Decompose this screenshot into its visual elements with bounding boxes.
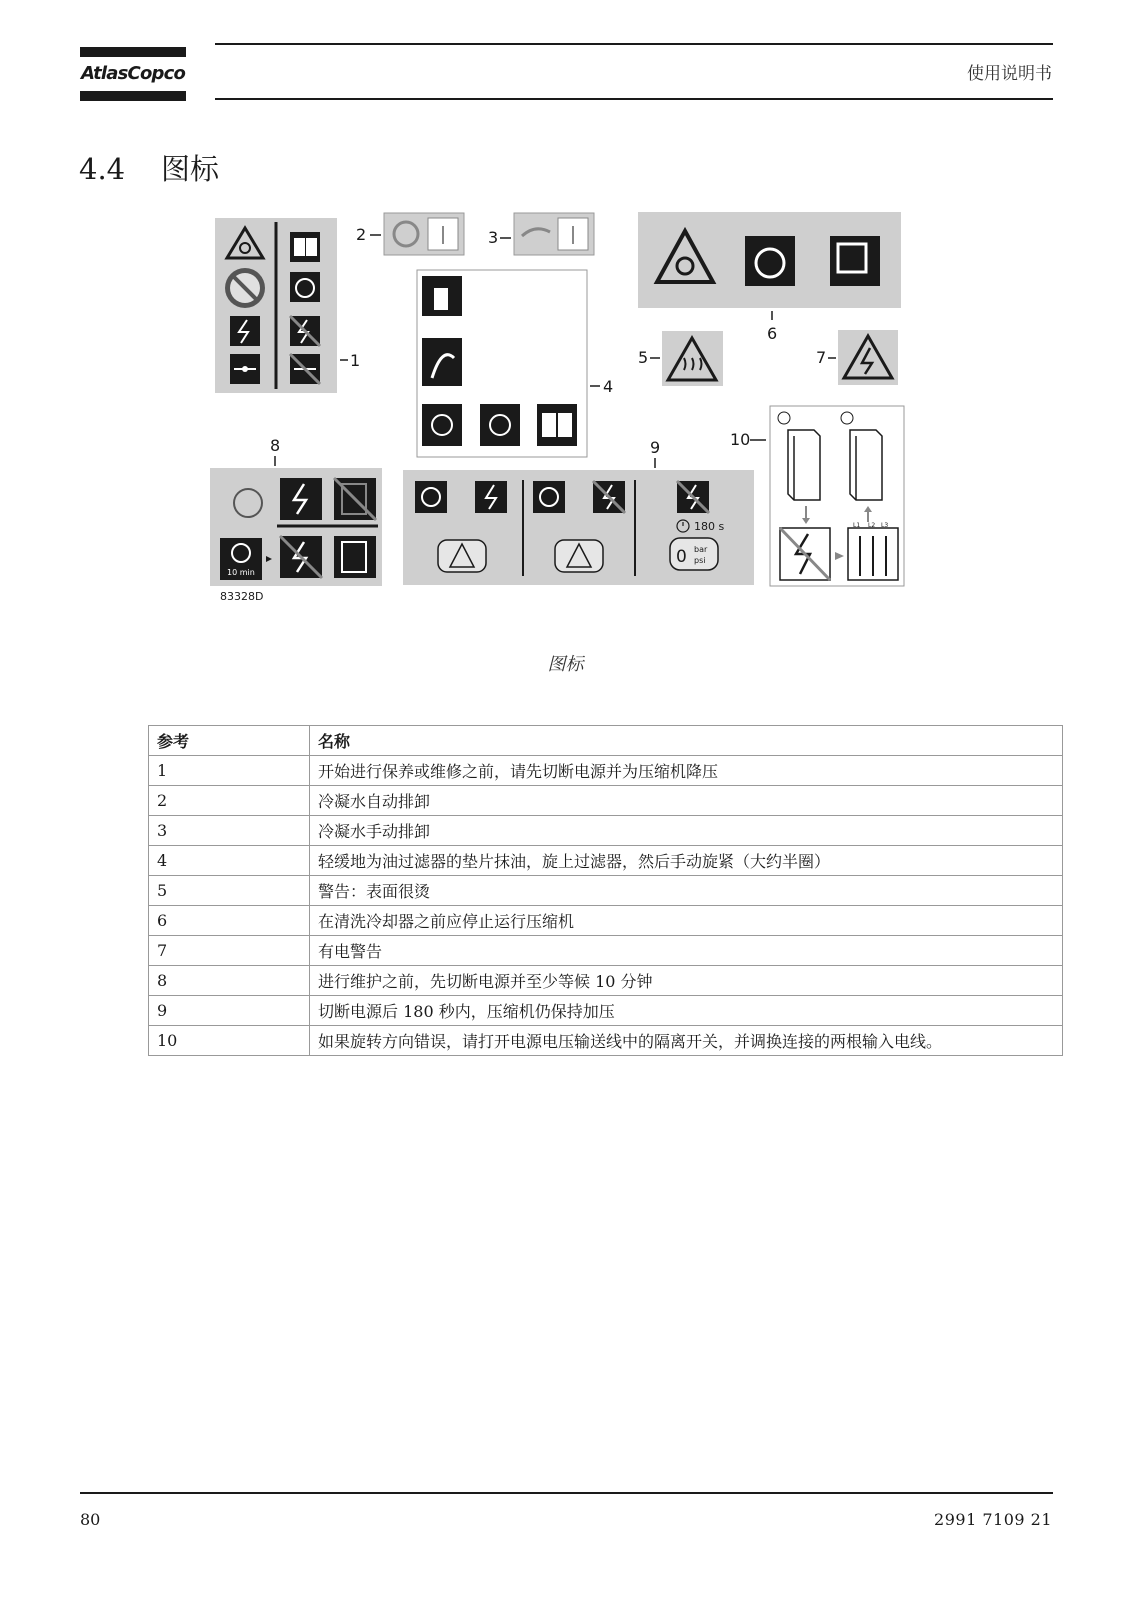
figure-label-7: 7	[816, 348, 827, 367]
pressure-gauge-icon	[670, 538, 718, 570]
manual-book-icon-2	[537, 404, 577, 446]
table-row	[149, 996, 1063, 1026]
table-row	[149, 1026, 1063, 1056]
table-row	[149, 846, 1063, 876]
figure-label-3: 3	[488, 228, 499, 247]
no-cover-icon	[334, 478, 376, 520]
logo-bottom-bar	[80, 91, 186, 101]
pressure-zero: 0	[676, 547, 687, 567]
lightning-icon	[230, 316, 260, 346]
figure-label-5: 5	[638, 348, 649, 367]
table-row	[149, 756, 1063, 786]
name-cell: 有电警告	[310, 936, 1063, 966]
no-service-icon	[225, 268, 265, 308]
timer-icon	[220, 538, 262, 580]
pictogram-group-6	[638, 212, 901, 343]
service-hand-icon	[290, 272, 320, 302]
pictogram-group-10	[730, 406, 904, 586]
pressure-icon	[230, 354, 260, 384]
header-top-rule	[215, 43, 1053, 45]
section-number: 4.4	[79, 152, 126, 186]
cabinet-icon-2	[850, 430, 882, 500]
figure-code: 83328D	[220, 590, 264, 603]
ref-cell: 1	[149, 756, 310, 786]
pictogram-group-1	[215, 218, 360, 393]
filter-hand-icon	[422, 404, 462, 446]
cover-icon	[334, 536, 376, 578]
oil-filter-icon	[422, 276, 462, 316]
lightning-off-icon-2	[280, 536, 322, 578]
phase-l1: L1	[853, 522, 861, 529]
filter-lube-icon	[422, 338, 462, 386]
figure-label-8: 8	[270, 436, 281, 455]
pressure-warning-icon-2	[555, 540, 603, 572]
figure-label-6: 6	[767, 324, 778, 343]
unit-bar: bar	[694, 545, 708, 554]
table-row	[149, 936, 1063, 966]
phase-l2: L2	[868, 522, 876, 529]
cooler-clean-icon	[830, 236, 880, 286]
logo-text: AtlasCopco	[80, 63, 186, 84]
unit-psi: psi	[694, 556, 706, 565]
pictogram-group-7	[816, 330, 898, 385]
lightning-off-icon-4	[677, 481, 709, 513]
name-cell: 在清洗冷却器之前应停止运行压缩机	[310, 906, 1063, 936]
document-number: 2991 7109 21	[934, 1510, 1052, 1529]
header-ref: 参考	[149, 726, 310, 756]
ref-cell: 5	[149, 876, 310, 906]
timer-180-label: 180 s	[694, 520, 725, 533]
figure-label-1: 1	[350, 351, 361, 370]
table-header-row	[149, 726, 1063, 756]
rotation-icon-2	[533, 481, 565, 513]
name-cell: 冷凝水自动排卸	[310, 786, 1063, 816]
pictograms-figure	[210, 208, 930, 618]
rotation-icon	[415, 481, 447, 513]
pictogram-group-3	[488, 213, 594, 255]
figure-label-9: 9	[650, 438, 661, 457]
table-row	[149, 906, 1063, 936]
timer-10min-label: 10 min	[227, 568, 255, 577]
table-row	[149, 786, 1063, 816]
ref-cell: 2	[149, 786, 310, 816]
lightning-icon-2	[280, 478, 322, 520]
pressure-warning-icon	[438, 540, 486, 572]
name-cell: 警告：表面很烫	[310, 876, 1063, 906]
ref-cell: 8	[149, 966, 310, 996]
service-hand-icon-3	[745, 236, 795, 286]
ref-cell: 10	[149, 1026, 310, 1056]
name-cell: 开始进行保养或维修之前，请先切断电源并为压缩机降压	[310, 756, 1063, 786]
name-cell: 如果旋转方向错误，请打开电源电压输送线中的隔离开关，并调换连接的两根输入电线。	[310, 1026, 1063, 1056]
ref-cell: 9	[149, 996, 310, 1026]
pictogram-group-8	[210, 436, 382, 603]
manual-book-icon	[290, 232, 320, 262]
name-cell: 进行维护之前，先切断电源并至少等候 10 分钟	[310, 966, 1063, 996]
lightning-off-icon-3	[593, 481, 625, 513]
name-cell: 轻缓地为油过滤器的垫片抹油，旋上过滤器，然后手动旋紧（大约半圈）	[310, 846, 1063, 876]
figure-caption: 图标	[547, 654, 584, 675]
section-heading	[79, 147, 219, 188]
table-row	[149, 816, 1063, 846]
pictogram-group-5	[638, 331, 723, 386]
ref-cell: 3	[149, 816, 310, 846]
atlas-copco-logo	[80, 47, 186, 101]
name-cell: 切断电源后 180 秒内，压缩机仍保持加压	[310, 996, 1063, 1026]
page-number: 80	[80, 1510, 101, 1529]
pictogram-group-2	[356, 213, 464, 255]
header-bottom-rule	[215, 98, 1053, 100]
table-row	[149, 966, 1063, 996]
figure-label-10: 10	[730, 430, 751, 449]
header-name: 名称	[310, 726, 1063, 756]
reference-table	[148, 725, 1063, 1056]
lightning-off-icon	[290, 316, 320, 346]
name-cell: 冷凝水手动排卸	[310, 816, 1063, 846]
lightning-icon-3	[475, 481, 507, 513]
logo-top-bar	[80, 47, 186, 57]
figure-label-2: 2	[356, 225, 367, 244]
figure-label-4: 4	[603, 377, 614, 396]
section-title: 图标	[161, 152, 220, 186]
service-hand-icon-2	[480, 404, 520, 446]
pictogram-group-4	[417, 270, 613, 457]
ref-cell: 4	[149, 846, 310, 876]
footer-rule	[80, 1492, 1053, 1494]
cabinet-icon	[788, 430, 820, 500]
pressure-off-icon	[290, 354, 320, 384]
doc-label: 使用说明书	[967, 64, 1052, 84]
ref-cell: 7	[149, 936, 310, 966]
lightning-off-icon-5	[780, 528, 830, 580]
phase-swap-icon	[848, 522, 898, 580]
ref-cell: 6	[149, 906, 310, 936]
phase-l3: L3	[881, 522, 889, 529]
pictogram-group-9	[403, 438, 754, 585]
table-row	[149, 876, 1063, 906]
